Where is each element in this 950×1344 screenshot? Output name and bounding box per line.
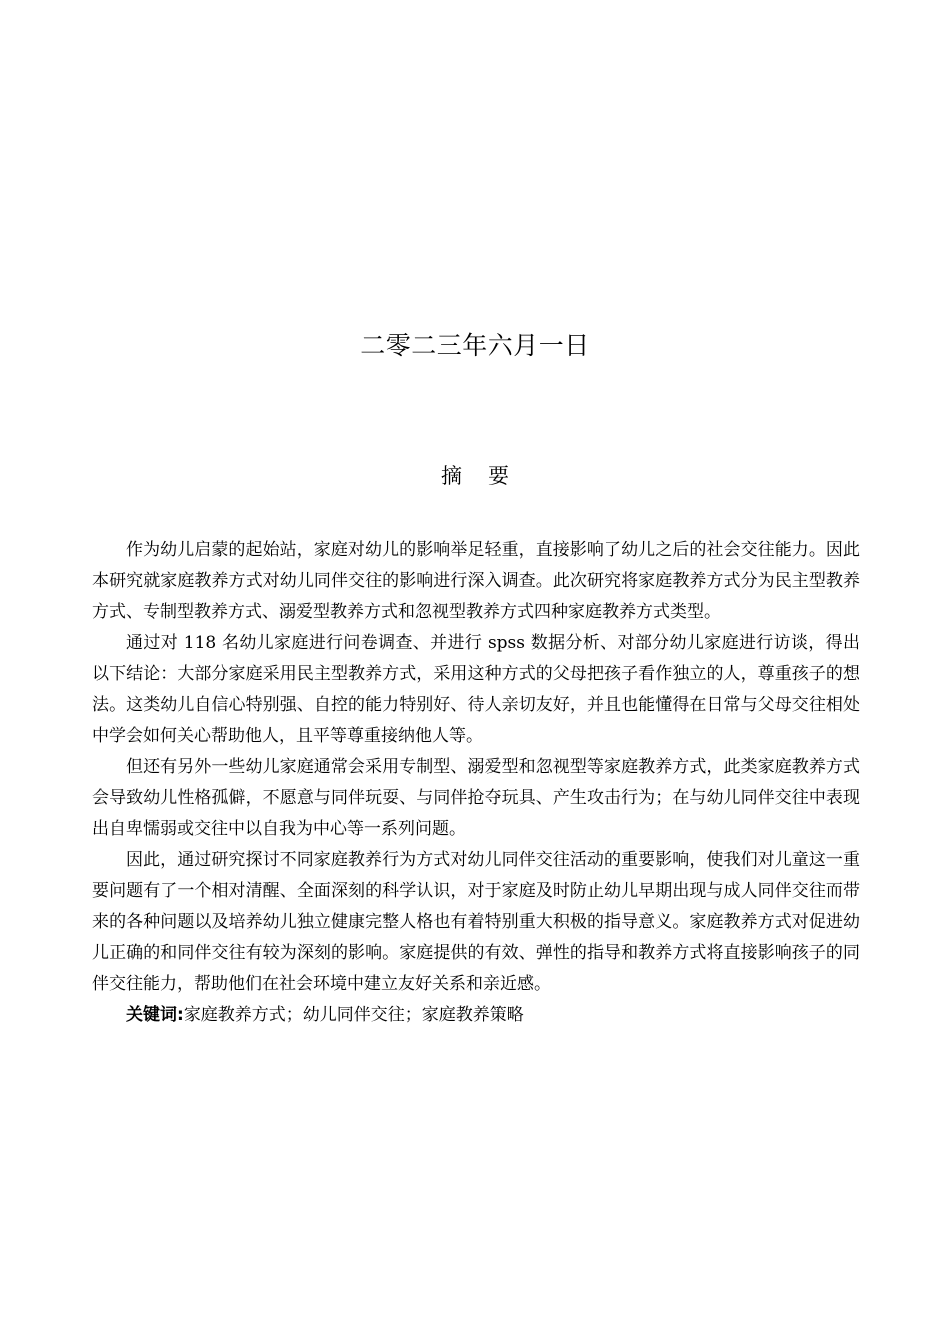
abstract-paragraph-1: 作为幼儿启蒙的起始站，家庭对幼儿的影响举足轻重，直接影响了幼儿之后的社会交往能力。因此本研究就家庭教养方式对幼儿同伴交往的影响进行深入调查。此次研究将家庭教养方式分为民主型教养方式、专制型教养方式、溺爱型教养方式和忽视型教养方式四种家庭教养方式类型。 <box>92 540 860 622</box>
keywords-line <box>92 1000 860 1031</box>
abstract-heading-char-2: 要 <box>488 464 509 488</box>
keywords-label: 关键词: <box>126 1005 184 1025</box>
abstract-paragraph-3: 但还有另外一些幼儿家庭通常会采用专制型、溺爱型和忽视型等家庭教养方式，此类家庭教养方式会导致幼儿性格孤僻，不愿意与同伴玩耍、与同伴抢夺玩具、产生攻击行为；在与幼儿同伴交往中表现出自卑懦弱或交往中以自我为中心等一系列问题。 <box>92 757 860 839</box>
abstract-paragraph-2: 通过对 118 名幼儿家庭进行问卷调查、并进行 spss 数据分析、对部分幼儿家庭进行访谈，得出以下结论：大部分家庭采用民主型教养方式，采用这种方式的父母把孩子看作独立的人，尊重孩子的想法。这类幼儿自信心特别强、自控的能力特别好、待人亲切友好，并且也能懂得在日常与父母交往相处中学会如何关心帮助他人，且平等尊重接纳他人等。 <box>92 633 860 746</box>
abstract-heading <box>0 460 950 492</box>
keywords-text: 家庭教养方式；幼儿同伴交往；家庭教养策略 <box>183 1005 524 1025</box>
abstract-paragraph-4: 因此，通过研究探讨不同家庭教养行为方式对幼儿同伴交往活动的重要影响，使我们对儿童这一重要问题有了一个相对清醒、全面深刻的科学认识，对于家庭及时防止幼儿早期出现与成人同伴交往而带来的各种问题以及培养幼儿独立健康完整人格也有着特别重大积极的指导意义。家庭教养方式对促进幼儿正确的和同伴交往有较为深刻的影响。家庭提供的有效、弹性的指导和教养方式将直接影响孩子的同伴交往能力，帮助他们在社会环境中建立友好关系和亲近感。 <box>92 850 860 994</box>
abstract-body <box>92 535 860 1031</box>
abstract-heading-char-1: 摘 <box>441 464 462 488</box>
document-date: 二零二三年六月一日 <box>360 331 590 360</box>
